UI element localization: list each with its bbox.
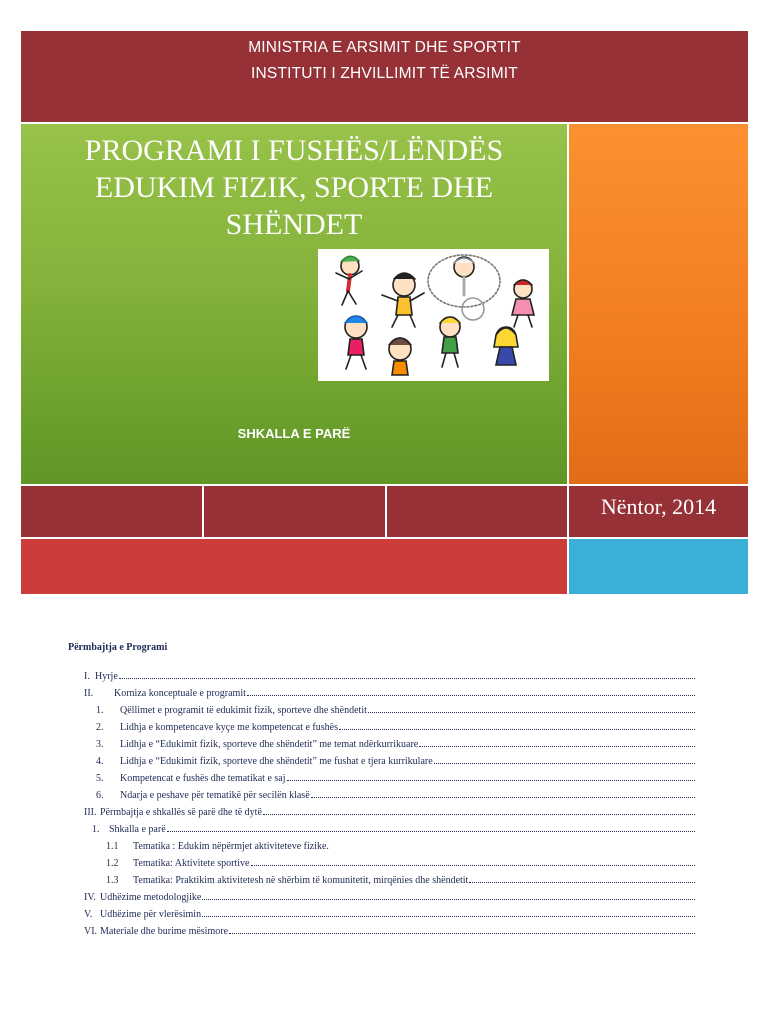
toc-leader-dots bbox=[247, 694, 695, 696]
toc-entry[interactable] bbox=[84, 888, 695, 903]
toc-title: Përmbajtja e shkallës së parë dhe të dytë bbox=[100, 807, 262, 818]
date-cell bbox=[569, 486, 748, 537]
toc-heading: Përmbajtja e Programi bbox=[68, 642, 168, 653]
toc-title: Lidhja e kompetencave kyçe me kompetencat e fushës bbox=[120, 722, 338, 733]
toc-leader-dots bbox=[167, 830, 695, 832]
toc-entry[interactable] bbox=[106, 854, 695, 869]
toc-number: 4. bbox=[96, 756, 104, 767]
toc-entry[interactable] bbox=[84, 684, 695, 699]
toc-title: Lidhja e “Edukimit fizik, sporteve dhe shëndetit” me fushat e tjera kurrikulare bbox=[120, 756, 433, 767]
toc-title: Ndarja e peshave për tematikë për secilën klasë bbox=[120, 790, 310, 801]
toc-number: 5. bbox=[96, 773, 104, 784]
toc-title: Tematika: Aktivitete sportive bbox=[133, 858, 250, 869]
title-line-3: SHËNDET bbox=[225, 208, 363, 241]
toc-leader-dots bbox=[368, 711, 695, 713]
toc-leader-dots bbox=[263, 813, 695, 815]
title-panel bbox=[21, 124, 567, 484]
toc-entry[interactable] bbox=[92, 820, 695, 835]
toc-number: IV. bbox=[84, 892, 96, 903]
toc-leader-dots bbox=[119, 677, 695, 679]
red-footer-panel bbox=[21, 539, 567, 594]
toc-title: Udhëzime metodologjike bbox=[100, 892, 202, 903]
toc-number: 1.1 bbox=[106, 841, 119, 852]
toc-entry[interactable] bbox=[96, 786, 695, 801]
toc-entry[interactable] bbox=[106, 837, 695, 852]
children-drawing bbox=[318, 249, 549, 381]
toc-leader-dots bbox=[287, 779, 696, 781]
toc-entry[interactable] bbox=[84, 803, 695, 818]
cover-cell-1 bbox=[21, 486, 202, 537]
toc-leader-dots bbox=[202, 898, 695, 900]
publication-date: Nëntor, 2014 bbox=[600, 494, 717, 519]
toc-title: Lidhja e “Edukimit fizik, sporteve dhe shëndetit” me temat ndërkurrikuare bbox=[120, 739, 419, 750]
toc-leader-dots bbox=[251, 864, 696, 866]
toc-number: II. bbox=[84, 688, 94, 699]
toc-number: 6. bbox=[96, 790, 104, 801]
cover-page bbox=[21, 31, 748, 594]
title-line-2: EDUKIM FIZIK, SPORTE DHE bbox=[94, 171, 494, 204]
toc-title: Udhëzime për vlerësimin bbox=[100, 909, 202, 920]
toc-leader-dots bbox=[229, 932, 695, 934]
toc-entry[interactable] bbox=[84, 667, 695, 682]
toc-title: Materiale dhe burime mësimore bbox=[100, 926, 229, 937]
toc-title: Tematika : Edukim nëpërmjet aktiviteteve fizike. bbox=[133, 841, 329, 852]
cover-cell-3 bbox=[387, 486, 567, 537]
toc-title: Kompetencat e fushës dhe tematikat e saj bbox=[120, 773, 286, 784]
toc-leader-dots bbox=[339, 728, 695, 730]
toc-entry[interactable] bbox=[96, 769, 695, 784]
toc-entry[interactable] bbox=[96, 701, 695, 716]
title-line-1: PROGRAMI I FUSHËS/LËNDËS bbox=[84, 134, 504, 167]
toc-number: I. bbox=[84, 671, 90, 682]
toc-entry[interactable] bbox=[96, 718, 695, 733]
children-illustration bbox=[318, 249, 549, 381]
toc-number: 3. bbox=[96, 739, 104, 750]
toc-number: 1. bbox=[96, 705, 104, 716]
toc-leader-dots bbox=[434, 762, 695, 764]
toc-entry[interactable] bbox=[84, 922, 695, 937]
cover-header bbox=[21, 31, 748, 122]
toc-entry[interactable] bbox=[96, 752, 695, 767]
toc-number: 1.3 bbox=[106, 875, 119, 886]
orange-panel bbox=[569, 124, 748, 484]
toc-leader-dots bbox=[311, 796, 695, 798]
toc-entry[interactable] bbox=[106, 871, 695, 886]
toc-title: Hyrje bbox=[95, 671, 118, 682]
toc-number: 2. bbox=[96, 722, 104, 733]
program-title bbox=[21, 132, 567, 243]
toc-title: Tematika: Praktikim aktivitetesh në shërbim të komunitetit, mirqënies dhe shëndetit bbox=[133, 875, 469, 886]
toc-number: III. bbox=[84, 807, 97, 818]
toc-title: Shkalla e parë bbox=[109, 824, 166, 835]
ministry-name: MINISTRIA E ARSIMIT DHE SPORTIT bbox=[248, 39, 521, 56]
toc-leader-dots bbox=[419, 745, 695, 747]
toc-number: 1. bbox=[92, 824, 100, 835]
toc-title: Qëllimet e programit të edukimit fizik, sporteve dhe shëndetit bbox=[120, 705, 367, 716]
toc-leader-dots bbox=[202, 915, 695, 917]
blue-footer-panel bbox=[569, 539, 748, 594]
cover-cell-2 bbox=[204, 486, 385, 537]
toc-number: V. bbox=[84, 909, 93, 920]
toc-entry[interactable] bbox=[96, 735, 695, 750]
toc-leader-dots bbox=[469, 881, 695, 883]
toc-number: VI. bbox=[84, 926, 98, 937]
institute-name: INSTITUTI I ZHVILLIMIT TË ARSIMIT bbox=[251, 65, 518, 82]
toc-title: Korniza konceptuale e programit bbox=[114, 688, 246, 699]
school-level: SHKALLA E PARË bbox=[237, 426, 351, 441]
toc-number: 1.2 bbox=[106, 858, 119, 869]
toc-entry[interactable] bbox=[84, 905, 695, 920]
